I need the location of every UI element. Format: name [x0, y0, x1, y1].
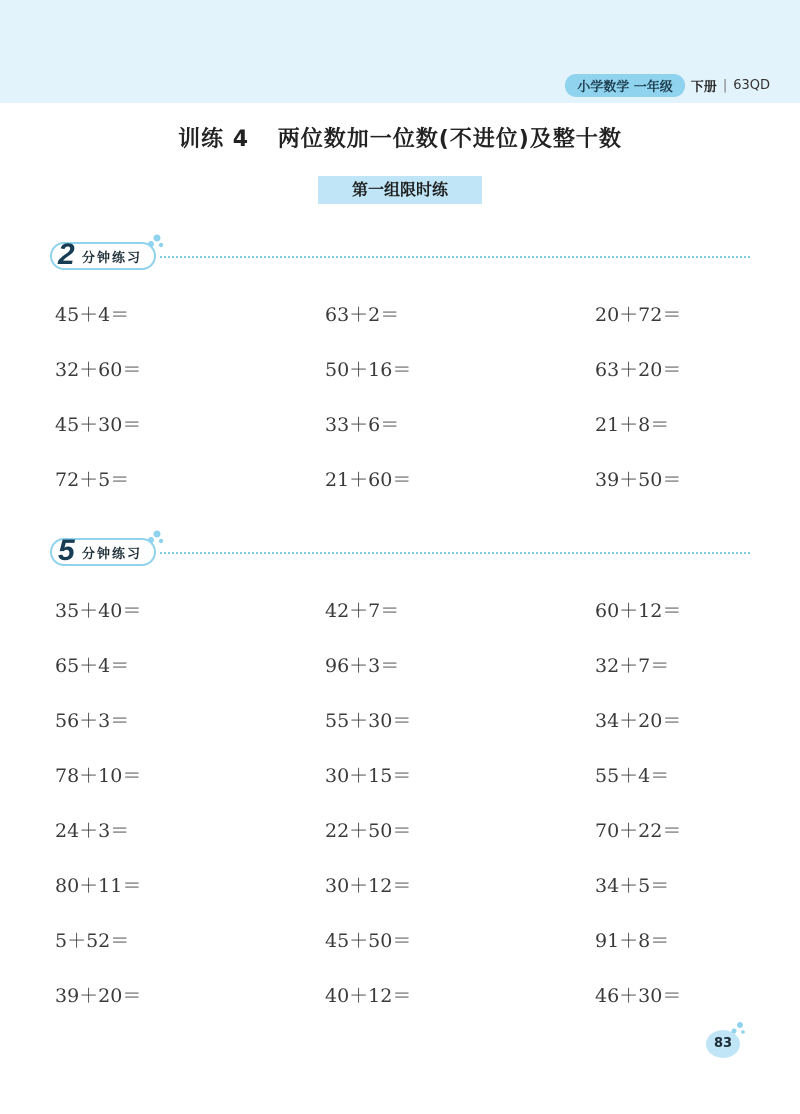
section-badge [50, 238, 156, 271]
book-code: 63QD [733, 77, 770, 93]
book-info [565, 74, 770, 96]
problem: 21＋60＝ [325, 469, 412, 491]
section-header-2 [50, 532, 750, 572]
water-drops-icon [146, 528, 164, 546]
lesson-topic: 两位数加一位数(不进位)及整十数 [277, 127, 622, 152]
problem: 55＋30＝ [325, 710, 412, 732]
problem: 91＋8＝ [595, 930, 670, 952]
problem: 55＋4＝ [595, 765, 670, 787]
section-minutes: 5 [58, 534, 75, 567]
problem: 39＋50＝ [595, 469, 682, 491]
problem: 5＋52＝ [55, 930, 130, 952]
water-drops-icon [146, 232, 164, 250]
section-header-1 [50, 236, 750, 276]
problem: 24＋3＝ [55, 820, 130, 842]
problem: 33＋6＝ [325, 414, 400, 436]
water-drops-icon [730, 1020, 746, 1036]
problem: 22＋50＝ [325, 820, 412, 842]
page-number [706, 1030, 740, 1058]
problem: 56＋3＝ [55, 710, 130, 732]
lesson-label: 训练 4 [178, 127, 250, 152]
lesson-title [0, 122, 800, 153]
dotted-divider [160, 256, 750, 258]
page-number-label: 83 [706, 1030, 740, 1058]
problem: 80＋11＝ [55, 875, 142, 897]
problem: 63＋2＝ [325, 304, 400, 326]
problem: 60＋12＝ [595, 600, 682, 622]
problem: 32＋60＝ [55, 359, 142, 381]
group-label: 第一组限时练 [318, 176, 482, 204]
problem: 45＋50＝ [325, 930, 412, 952]
subject-grade-label: 小学数学 一年级 [565, 74, 685, 97]
problem: 20＋72＝ [595, 304, 682, 326]
separator: | [722, 77, 728, 93]
problem: 63＋20＝ [595, 359, 682, 381]
problem: 30＋12＝ [325, 875, 412, 897]
problem: 96＋3＝ [325, 655, 400, 677]
problem: 34＋20＝ [595, 710, 682, 732]
problem: 45＋4＝ [55, 304, 130, 326]
volume-label: 下册 [690, 79, 717, 95]
problem: 21＋8＝ [595, 414, 670, 436]
problem: 65＋4＝ [55, 655, 130, 677]
problem: 32＋7＝ [595, 655, 670, 677]
problem: 78＋10＝ [55, 765, 142, 787]
problem: 46＋30＝ [595, 985, 682, 1007]
problem: 42＋7＝ [325, 600, 400, 622]
problem: 35＋40＝ [55, 600, 142, 622]
problem: 40＋12＝ [325, 985, 412, 1007]
problem: 39＋20＝ [55, 985, 142, 1007]
problem: 72＋5＝ [55, 469, 130, 491]
section-minutes: 2 [58, 238, 75, 271]
problem: 34＋5＝ [595, 875, 670, 897]
problem: 70＋22＝ [595, 820, 682, 842]
problem: 30＋15＝ [325, 765, 412, 787]
section-label: 分钟练习 [82, 251, 143, 266]
section-badge [50, 534, 156, 567]
problem: 45＋30＝ [55, 414, 142, 436]
section-label: 分钟练习 [82, 547, 143, 562]
dotted-divider [160, 552, 750, 554]
problem: 50＋16＝ [325, 359, 412, 381]
